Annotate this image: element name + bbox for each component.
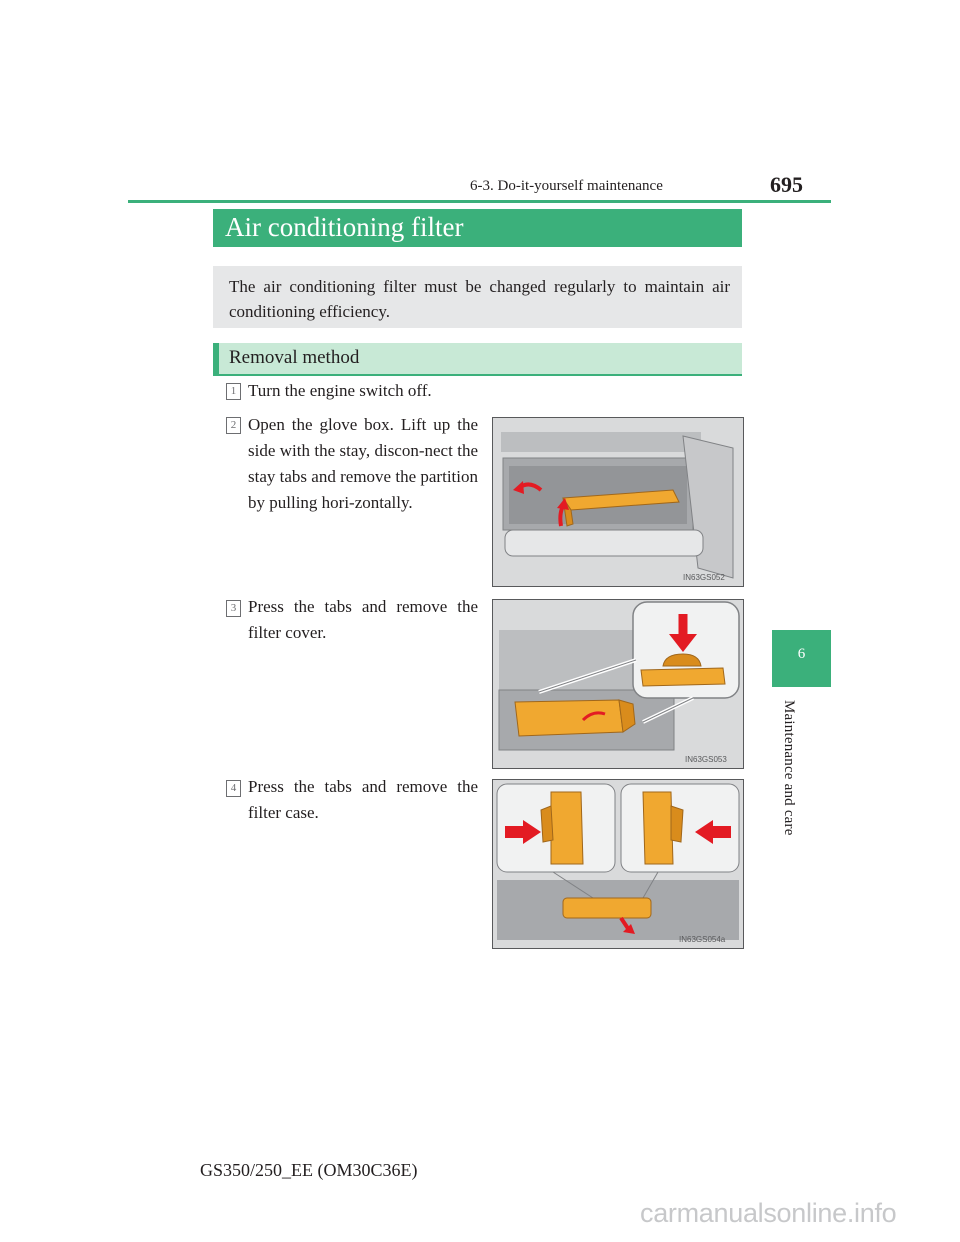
page-title-bar (213, 209, 742, 247)
footer-model-code: GS350/250_EE (OM30C36E) (200, 1160, 418, 1180)
subheading-bar (213, 343, 742, 376)
subheading: Removal method (229, 347, 360, 368)
glove-box-partition-illustration (492, 417, 744, 587)
section-header: 6-3. Do-it-yourself maintenance (470, 178, 663, 194)
step-text-4: Press the tabs and remove the filter case. (248, 777, 478, 822)
header-rule (128, 200, 831, 203)
step-number-4: 4 (226, 780, 241, 797)
intro-box (213, 266, 742, 328)
watermark: carmanualsonline.info (640, 1198, 897, 1228)
figure-code-1: IN63GS052 (683, 573, 725, 582)
step-text-3: Press the tabs and remove the filter cover. (248, 597, 478, 642)
step-text-2: Open the glove box. Lift up the side with the stay, discon-nect the stay tabs and remove the partition by pulling hori-zontally. (248, 415, 478, 512)
subheading-accent (213, 343, 219, 374)
filter-cover-illustration (492, 599, 744, 769)
chapter-number: 6 (797, 646, 806, 662)
step-number-1: 1 (226, 383, 241, 400)
figure-code-2: IN63GS053 (685, 755, 727, 764)
page-number: 695 (770, 172, 803, 197)
filter-case-illustration (492, 779, 744, 949)
chapter-label: Maintenance and care (781, 700, 797, 836)
step-text-1: Turn the engine switch off. (248, 381, 432, 400)
step-number-3: 3 (226, 600, 241, 617)
page-title: Air conditioning filter (225, 212, 464, 242)
chapter-tab (772, 630, 831, 687)
intro-text: The air conditioning filter must be changed regularly to maintain air conditioning efficiency. (229, 277, 730, 321)
step-number-2: 2 (226, 417, 241, 434)
figure-code-3: IN63GS054a (679, 935, 726, 944)
